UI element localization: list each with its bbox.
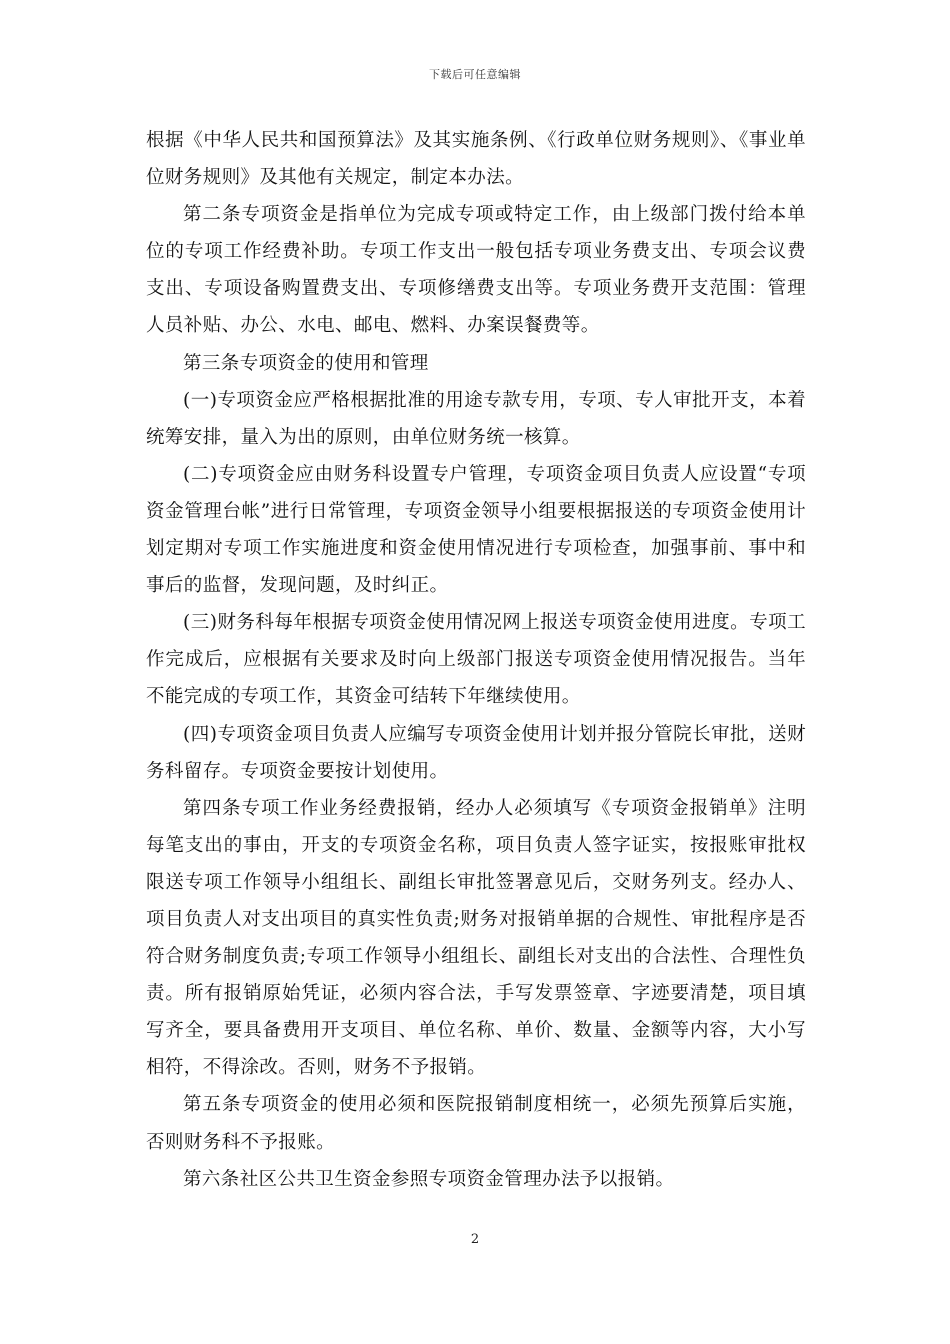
document-body: [146, 122, 806, 1198]
paragraph-article-3-item-4: (四)专项资金项目负责人应编写专项资金使用计划并报分管院长审批，送财务科留存。专项资金要按计划使用。: [146, 723, 806, 782]
page-header: 下载后可任意编辑: [429, 68, 521, 81]
paragraph-article-5: 第五条专项资金的使用必须和医院报销制度相统一，必须先预算后实施，否则财务科不予报账。: [146, 1094, 806, 1153]
paragraph-article-3-item-3: (三)财务科每年根据专项资金使用情况网上报送专项资金使用进度。专项工作完成后，应根据有关要求及时向上级部门报送专项资金使用情况报告。当年不能完成的专项工作，其资金可结转下年继续使用。: [146, 612, 806, 708]
paragraph-article-6: 第六条社区公共卫生资金参照专项资金管理办法予以报销。: [183, 1168, 675, 1190]
paragraph-article-3-heading: 第三条专项资金的使用和管理: [183, 352, 429, 374]
paragraph-article-4: 第四条专项工作业务经费报销，经办人必须填写《专项资金报销单》注明每笔支出的事由，开支的专项资金名称，项目负责人签字证实，按报账审批权限送专项工作领导小组组长、副组长审批签署意见后，交财务列支。经办人、项目负责人对支出项目的真实性负责;财务对报销单据的合规性、审批程序是否符合财务制度负责;专项工作领导小组组长、副组长对支出的合法性、合理性负责。所有报销原始凭证，必须内容合法，手写发票签章、字迹要清楚，项目填写齐全，要具备费用开支项目、单位名称、单价、数量、金额等内容，大小写相符，不得涂改。否则，财务不予报销。: [146, 797, 806, 1079]
page-number: 2: [470, 1232, 480, 1247]
paragraph-article-3-item-2: (二)专项资金应由财务科设置专户管理，专项资金项目负责人应设置“专项资金管理台帐”进行日常管理，专项资金领导小组要根据报送的专项资金使用计划定期对专项工作实施进度和资金使用情况进行专项检查，加强事前、事中和事后的监督，发现问题，及时纠正。: [146, 463, 806, 597]
paragraph-article-3-item-1: (一)专项资金应严格根据批准的用途专款专用，专项、专人审批开支，本着统筹安排，量入为出的原则，由单位财务统一核算。: [146, 389, 806, 448]
paragraph-intro-continued: 根据《中华人民共和国预算法》及其实施条例、《行政单位财务规则》、《事业单位财务规则》及其他有关规定，制定本办法。: [146, 130, 806, 189]
paragraph-article-2: 第二条专项资金是指单位为完成专项或特定工作，由上级部门拨付给本单位的专项工作经费补助。专项工作支出一般包括专项业务费支出、专项会议费支出、专项设备购置费支出、专项修缮费支出等。专项业务费开支范围：管理人员补贴、办公、水电、邮电、燃料、办案误餐费等。: [146, 204, 806, 337]
